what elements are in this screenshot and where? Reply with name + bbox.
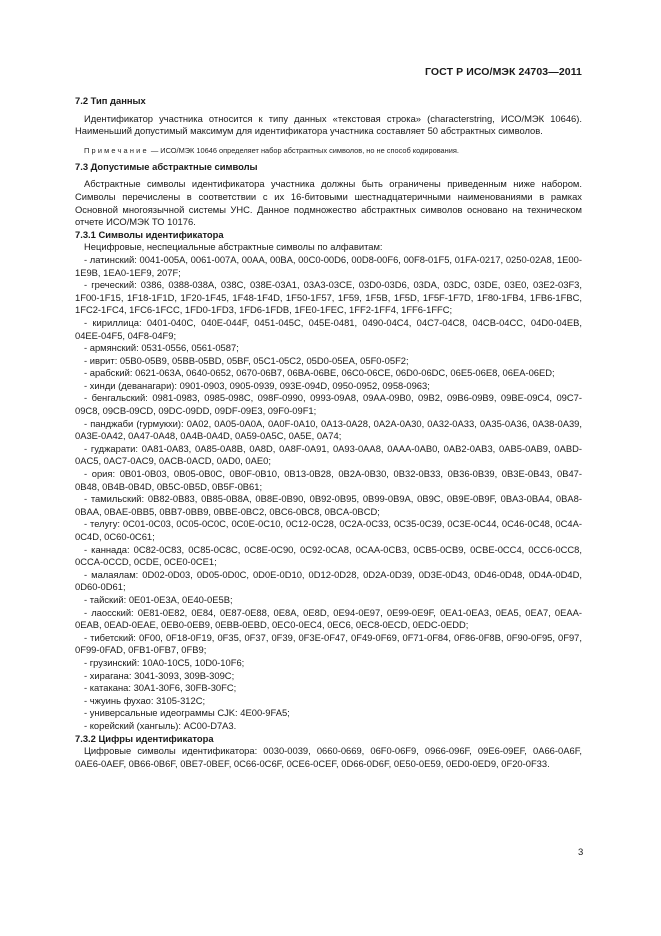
alphabet-list — [75, 254, 582, 733]
list-item: - чжуинь фухао: 3105-312C; — [84, 694, 206, 706]
list-item: - корейский (хангыль): AC00-D7A3. — [84, 719, 237, 731]
list-item: - универсальные идеограммы CJK: 4E00-9FA5; — [84, 707, 290, 719]
list-item: - катакана: 30A1-30F6, 30FB-30FC; — [84, 682, 237, 694]
section-title-7-3-1: 7.3.1 Символы идентификатора — [75, 228, 224, 240]
list-item: - гуджарати: 0A81-0A83, 0A85-0A8B, 0A8D, 0A8F-0A91, 0A93-0AA8, 0AAA-0AB0, 0AB2-0AB3, 0AB5-0AB9, 0ABD-0AC5, 0AC7-0AC9, 0ACB-0ACD, 0AD0, 0AE0; — [75, 442, 582, 467]
list-item: - тамильский: 0B82-0B83, 0B85-0B8A, 0B8E-0B90, 0B92-0B95, 0B99-0B9A, 0B9C, 0B9E-0B9F, 0BA3-0BA4, 0BA8-0BAA, 0BAE-0BB5, 0BB7-0BB9, 0BBE-0BC2, 0BC6-0BC8, 0BCA-0BCD; — [75, 493, 582, 517]
list-item: - армянский: 0531-0556, 0561-0587; — [84, 342, 239, 354]
list-item: - латинский: 0041-005A, 0061-007A, 00AA, 00BA, 00C0-00D6, 00D8-00F6, 00F8-01F5, 01FA-0217, 0250-02A8, 1E00-1E9B, 1EA0-1EF9, 207F; — [75, 253, 582, 278]
list-item: - лаосский: 0E81-0E82, 0E84, 0E87-0E88, 0E8A, 0E8D, 0E94-0E97, 0E99-0E9F, 0EA1-0EA3, 0EA5, 0EA7, 0EAA-0EAB, 0EAD-0EAE, 0EB0-0EB9, 0EBB-0EBD, 0EC0-0EC4, 0EC6, 0EC8-0ECD, 0EDC-0EDD; — [75, 606, 582, 631]
section-title-7-2: 7.2 Тип данных — [75, 95, 146, 106]
document-body — [75, 95, 582, 770]
section-title-7-3-2: 7.3.2 Цифры идентификатора — [75, 732, 214, 744]
section-7-3-2-paragraph: Цифровые символы идентификатора: 0030-0039, 0660-0669, 06F0-06F9, 0966-096F, 09E6-09EF, 0A66-0A6F, 0AE6-0AEF, 0B66-0B6F, 0BE7-0BEF, 0C66-0C6F, 0CE6-0CEF, 0D66-0D6F, 0E50-0E59, 0ED0-0ED9, 0F20-0F33. — [75, 745, 582, 769]
list-item: - тайский: 0E01-0E3A, 0E40-0E5B; — [84, 593, 233, 605]
section-7-2-paragraph: Идентификатор участника относится к типу данных «текстовая строка» (characterstring, ИСО/МЭК 10646). Наименьший допустимый максимум для идентификатора участника составляет 50 абстрактных символов. — [75, 112, 582, 137]
list-item: - панджаби (гурмукхи): 0A02, 0A05-0A0A, 0A0F-0A10, 0A13-0A28, 0A2A-0A30, 0A32-0A33, 0A35-0A36, 0A38-0A39, 0A3E-0A42, 0A47-0A48, 0A4B-0A4D, 0A59-0A5C, 0A5E, 0A74; — [75, 417, 582, 442]
list-item: - тибетский: 0F00, 0F18-0F19, 0F35, 0F37, 0F39, 0F3E-0F47, 0F49-0F69, 0F71-0F84, 0F86-0F8B, 0F90-0F95, 0F97, 0F99-0FAD, 0FB1-0FB7, 0FB9; — [75, 631, 582, 656]
list-item: - телугу: 0C01-0C03, 0C05-0C0C, 0C0E-0C10, 0C12-0C28, 0C2A-0C33, 0C35-0C39, 0C3E-0C44, 0C46-0C48, 0C4A-0C4D, 0C60-0C61; — [75, 518, 582, 542]
note-paragraph — [75, 145, 582, 156]
note-text: — ИСО/МЭК 10646 определяет набор абстрактных символов, но не способ кодирования. — [148, 145, 459, 155]
list-item: - арабский: 0621-063A, 0640-0652, 0670-06B7, 06BA-06BE, 06C0-06CE, 06D0-06DC, 06E5-06E8, 06EA-06ED; — [84, 367, 555, 379]
list-item: - малаялам: 0D02-0D03, 0D05-0D0C, 0D0E-0D10, 0D12-0D28, 0D2A-0D39, 0D3E-0D43, 0D46-0D48, 0D4A-0D4D, 0D60-0D61; — [75, 568, 582, 593]
list-item: - грузинский: 10A0-10C5, 10D0-10F6; — [84, 656, 245, 668]
note-label: Примечание — [84, 145, 149, 155]
section-title-7-3: 7.3 Допустимые абстрактные символы — [75, 160, 258, 172]
list-item: - иврит: 05B0-05B9, 05BB-05BD, 05BF, 05C1-05C2, 05D0-05EA, 05F0-05F2; — [84, 354, 409, 366]
page-number: 3 — [578, 847, 584, 858]
section-7-3-1-intro: Нецифровые, неспециальные абстрактные символы по алфавитам: — [84, 241, 383, 253]
list-item: - греческий: 0386, 0388-038A, 038C, 038E-03A1, 03A3-03CE, 03D0-03D6, 03DA, 03DC, 03DE, 03E0, 03E2-03F3, 1F00-1F15, 1F18-1F1D, 1F20-1F45, 1F48-1F4D, 1F50-1F57, 1F59, 1F5B, 1F5D, 1F5F-1F7D, 1F80-1FB4, 1FB6-1FBC, 1FC2-1FC4, 1FC6-1FCC, 1FD0-1FD3, 1FD6-1FDB, 1FE0-1FEC, 1FF2-1FF4, 1FF6-1FFC; — [75, 279, 582, 316]
list-item: - кириллица: 0401-040C, 040E-044F, 0451-045C, 045E-0481, 0490-04C4, 04C7-04C8, 04CB-04CC, 04D0-04EB, 04EE-04F5, 04F8-04F9; — [75, 316, 582, 341]
list-item: - каннада: 0C82-0C83, 0C85-0C8C, 0C8E-0C90, 0C92-0CA8, 0CAA-0CB3, 0CB5-0CB9, 0CBE-0CC4, 0CC6-0CC8, 0CCA-0CCD, 0CDE, 0CE0-0CE1; — [75, 543, 582, 568]
list-item: - хинди (деванагари): 0901-0903, 0905-0939, 093E-094D, 0950-0952, 0958-0963; — [84, 379, 430, 391]
list-item: - ория: 0B01-0B03, 0B05-0B0C, 0B0F-0B10, 0B13-0B28, 0B2A-0B30, 0B32-0B33, 0B36-0B39, 0B3E-0B43, 0B47-0B48, 0B4B-0B4D, 0B5C-0B5D, 0B5F-0B61; — [75, 468, 582, 492]
list-item: - бенгальский: 0981-0983, 0985-098C, 098F-0990, 0993-09A8, 09AA-09B0, 09B2, 09B6-09B9, 09BE-09C4, 09C7-09C8, 09CB-09CD, 09DC-09DD, 09DF-09E3, 09F0-09F1; — [75, 392, 582, 417]
document-header: ГОСТ Р ИСО/МЭК 24703—2011 — [424, 66, 582, 78]
section-7-3-paragraph: Абстрактные символы идентификатора участника должны быть ограничены приведенным ниже набором. Символы перечислены в соответствии с их 16-битовыми шестнадцатеричными наименованиями в рамках Основной многоязычной системы УНС. Данное подмножество абстрактных символов основано на техническом отчете ИСО/МЭК ТО 10176. — [75, 178, 582, 228]
list-item: - хирагана: 3041-3093, 309B-309C; — [84, 669, 235, 681]
